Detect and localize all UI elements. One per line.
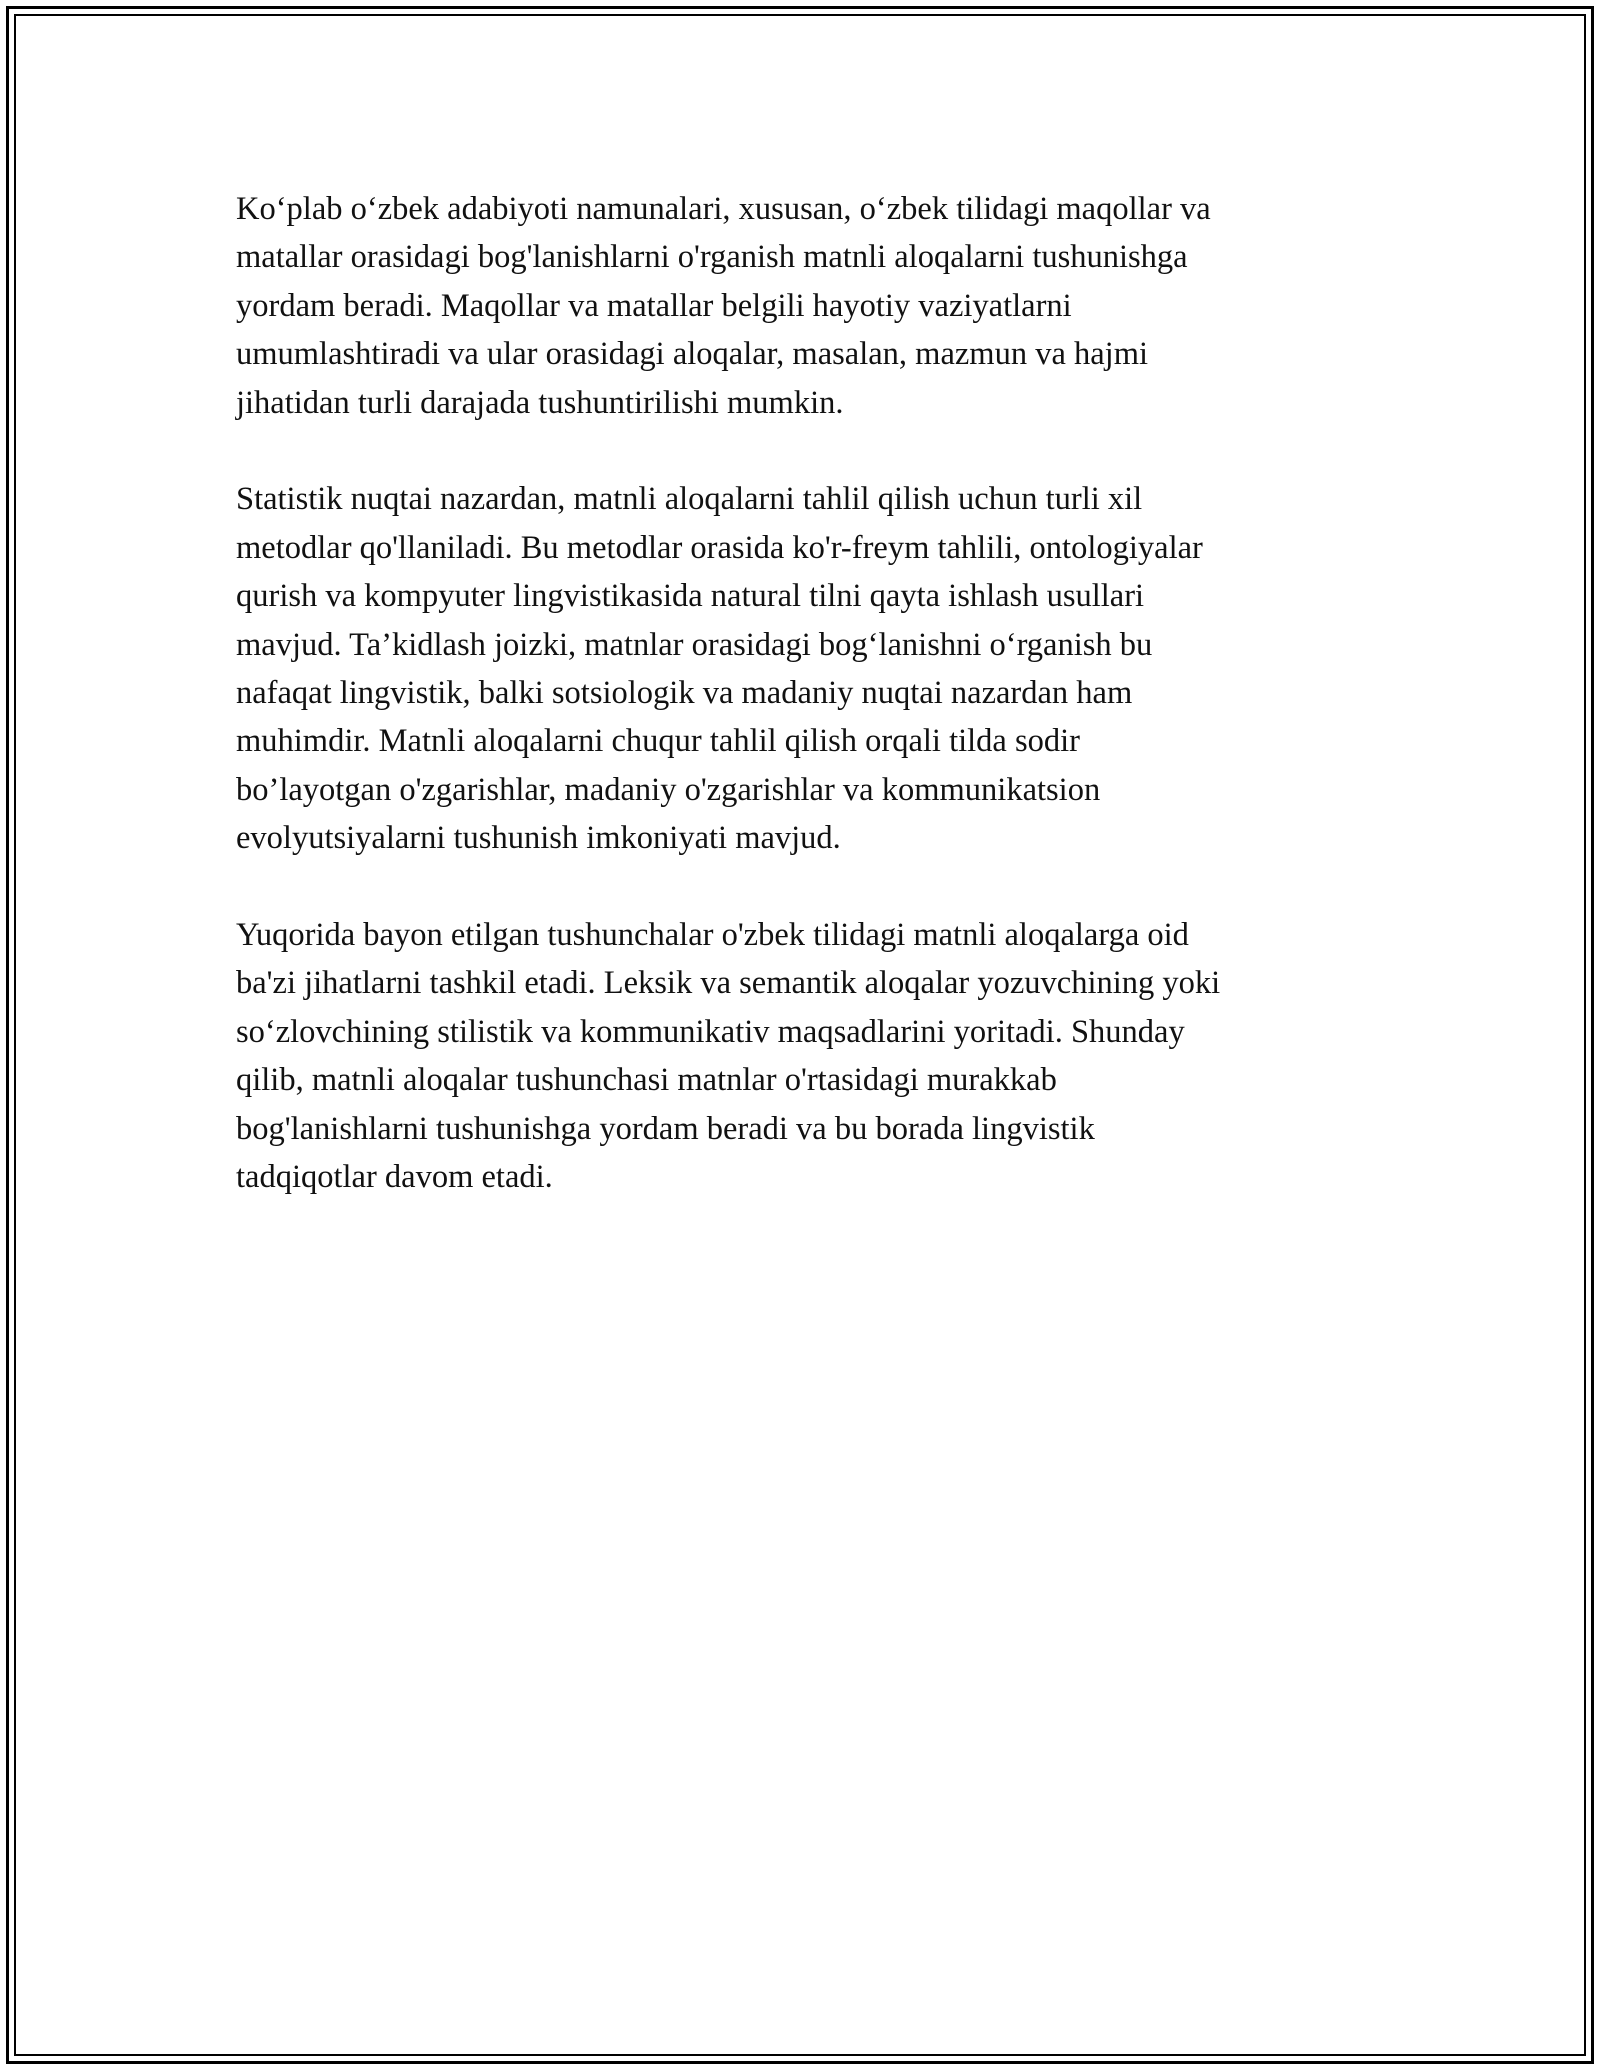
- text-line: jihatidan turli darajada tushuntirilishi mumkin.: [236, 384, 844, 421]
- text-line: bog'lanishlarni tushunishga yordam beradi va bu borada lingvistik: [236, 1110, 1095, 1147]
- paragraph-1: [236, 185, 1376, 427]
- text-line: umumlashtiradi va ular orasidagi aloqalar, masalan, mazmun va hajmi: [236, 336, 1149, 373]
- paragraph-2: [236, 475, 1376, 862]
- text-line: metodlar qo'llaniladi. Bu metodlar orasida ko'r-freym tahlili, ontologiyalar: [236, 529, 1203, 566]
- text-line: mavjud. Ta’kidlash joizki, matnlar orasidagi bogʻlanishni oʻrganish bu: [236, 626, 1153, 663]
- text-line: nafaqat lingvistik, balki sotsiologik va madaniy nuqtai nazardan ham: [236, 675, 1133, 712]
- text-line: tadqiqotlar davom etadi.: [236, 1159, 553, 1196]
- text-line: evolyutsiyalarni tushunish imkoniyati mavjud.: [236, 820, 841, 857]
- text-line: ba'zi jihatlarni tashkil etadi. Leksik va semantik aloqalar yozuvchining yoki: [236, 965, 1221, 1002]
- text-line: matallar orasidagi bog'lanishlarni o'rganish matnli aloqalarni tushunishga: [236, 239, 1188, 276]
- text-line: Koʻplab oʻzbek adabiyoti namunalari, xususan, oʻzbek tilidagi maqollar va: [236, 191, 1211, 227]
- text-line: soʻzlovchining stilistik va kommunikativ maqsadlarini yoritadi. Shunday: [236, 1013, 1185, 1050]
- text-line: yordam beradi. Maqollar va matallar belgili hayotiy vaziyatlarni: [236, 287, 1072, 324]
- text-line: qurish va kompyuter lingvistikasida natural tilni qayta ishlash usullari: [236, 578, 1145, 615]
- text-line: qilib, matnli aloqalar tushunchasi matnlar o'rtasidagi murakkab: [236, 1062, 1057, 1099]
- document-body: [236, 185, 1376, 1250]
- text-line: Statistik nuqtai nazardan, matnli aloqalarni tahlil qilish uchun turli xil: [236, 481, 1143, 518]
- paragraph-3: [236, 911, 1376, 1201]
- text-line: muhimdir. Matnli aloqalarni chuqur tahlil qilish orqali tilda sodir: [236, 723, 1080, 760]
- text-line: Yuqorida bayon etilgan tushunchalar o'zbek tilidagi matnli aloqalarga oid: [236, 917, 1189, 954]
- text-line: bo’layotgan o'zgarishlar, madaniy o'zgarishlar va kommunikatsion: [236, 771, 1101, 808]
